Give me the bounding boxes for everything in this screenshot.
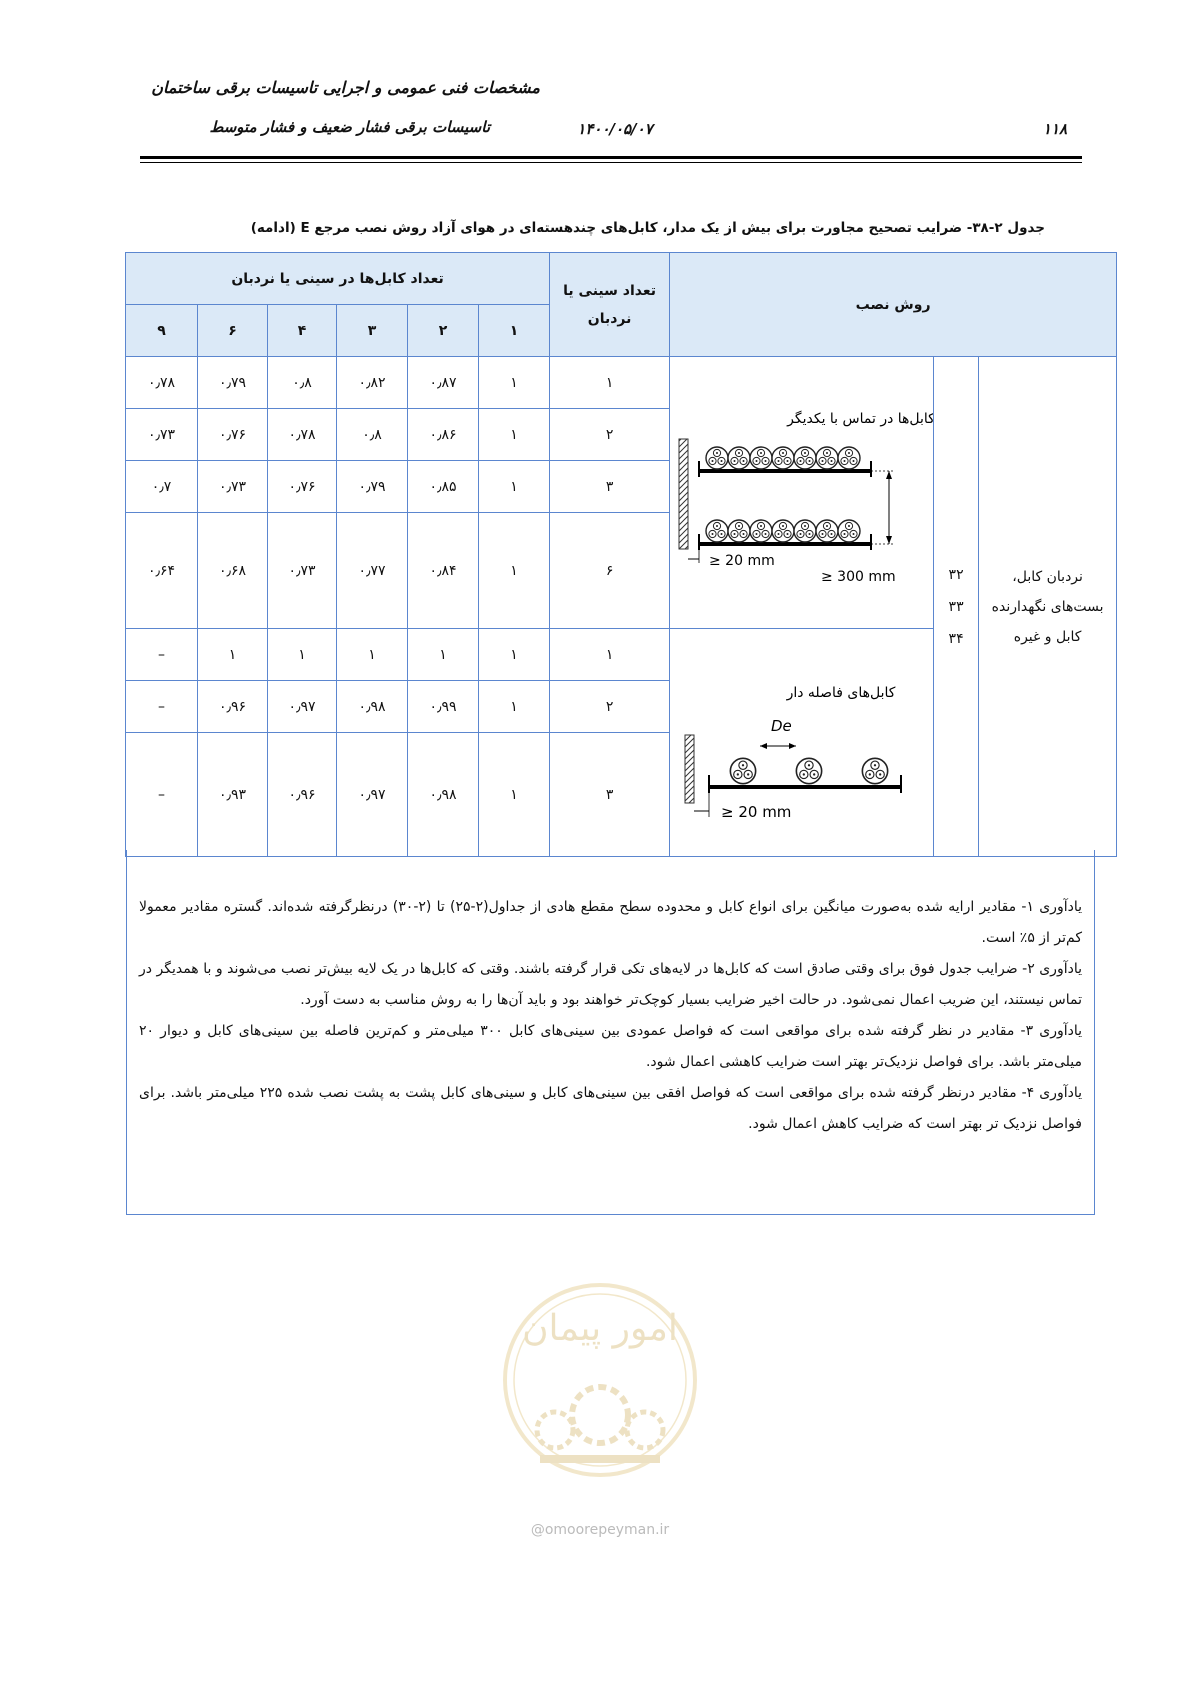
table-cell: ۰٫۷۳ bbox=[126, 409, 198, 461]
wall bbox=[679, 439, 688, 549]
document-subtitle: تاسیسات برقی فشار ضعیف و فشار متوسط bbox=[209, 118, 490, 136]
dimension-label: ≥ 20 mm bbox=[708, 552, 775, 569]
trays-cell: ۲ bbox=[550, 681, 670, 733]
dimension-label: ≥ 300 mm bbox=[820, 568, 896, 585]
table-cell: ۰٫۷۳ bbox=[268, 513, 337, 629]
trays-cell: ۳ bbox=[550, 733, 670, 857]
table-cell: ۱ bbox=[479, 461, 550, 513]
table-cell: ۰٫۷۸ bbox=[126, 357, 198, 409]
trays-cell: ۱ bbox=[550, 357, 670, 409]
table-cell: ۰٫۷۹ bbox=[337, 461, 408, 513]
document-date: ۱۴۰۰/۰۵/۰۷ bbox=[577, 120, 653, 138]
col-header: ۲ bbox=[408, 305, 479, 357]
table-cell: ۰٫۷۸ bbox=[268, 409, 337, 461]
page-number: ۱۱۸ bbox=[1042, 120, 1068, 138]
table-row bbox=[126, 357, 1117, 409]
table-caption: جدول ۲-۳۸- ضرایب تصحیح مجاورت برای بیش از یک مدار، کابل‌های چندهسته‌ای در هوای آزاد روش نصب مرجع E (ادامه) bbox=[250, 220, 1045, 236]
col-header: ۳ bbox=[337, 305, 408, 357]
correction-factors-table bbox=[125, 252, 1117, 857]
table-cell: ۱ bbox=[479, 357, 550, 409]
cables-count-header: تعداد کابل‌ها در سینی یا نردبان bbox=[126, 253, 550, 305]
table-cell: ۱ bbox=[479, 733, 550, 857]
notes-text bbox=[139, 892, 1082, 1140]
table-cell: – bbox=[126, 629, 198, 681]
table-cell: ۱ bbox=[479, 513, 550, 629]
table-cell: ۰٫۷۷ bbox=[337, 513, 408, 629]
table-cell: ۰٫۹۸ bbox=[337, 681, 408, 733]
table-cell: – bbox=[126, 681, 198, 733]
wall bbox=[685, 735, 694, 803]
trays-cell: ۱ bbox=[550, 629, 670, 681]
reference-number: ۳۲ bbox=[948, 566, 964, 583]
header-rule bbox=[140, 156, 1082, 159]
notes-box bbox=[126, 850, 1095, 1215]
touching-cables-diagram bbox=[671, 371, 933, 611]
table-cell: ۱ bbox=[479, 681, 550, 733]
figure-touching-cables bbox=[670, 357, 934, 629]
table-cell: ۱ bbox=[198, 629, 268, 681]
table-cell: ۰٫۶۸ bbox=[198, 513, 268, 629]
table-cell: ۰٫۸۲ bbox=[337, 357, 408, 409]
table-cell: ۱ bbox=[479, 409, 550, 461]
table-cell: ۰٫۷۶ bbox=[268, 461, 337, 513]
table-cell: ۰٫۷۳ bbox=[198, 461, 268, 513]
table-cell: ۰٫۸۶ bbox=[408, 409, 479, 461]
trays-cell: ۳ bbox=[550, 461, 670, 513]
note-paragraph: یادآوری ۲- ضرایب جدول فوق برای وقتی صادق است که کابل‌ها در لایه‌های تکی قرار گرفته باشند. وقتی که کابل‌ها در یک لایه بیش‌تر نصب می‌شوند و با همدیگر در تماس نیستند، این ضریب اعمال نمی‌شود. در حالت اخیر ضرایب بسیار کوچک‌تر خواهند بود و باید آن‌ها را به روش مناسب به دست آورد. bbox=[139, 961, 1082, 1008]
table-cell: ۰٫۸۷ bbox=[408, 357, 479, 409]
table-cell: ۰٫۹۸ bbox=[408, 733, 479, 857]
table-cell: ۰٫۷۶ bbox=[198, 409, 268, 461]
table-cell: ۰٫۹۶ bbox=[268, 733, 337, 857]
note-paragraph: یادآوری ۳- مقادیر در نظر گرفته شده برای مواقعی است که فواصل عمودی بین سینی‌های کابل ۳۰۰ میلی‌متر و کم‌ترین فاصله بین سینی‌های کابل و دیوار ۲۰ میلی‌متر باشد. برای فواصل نزدیک‌تر بهتر است ضرایب کاهشی اعمال شود. bbox=[139, 1023, 1082, 1070]
table-cell: ۱ bbox=[268, 629, 337, 681]
table-cell: ۱ bbox=[337, 629, 408, 681]
col-header: ۶ bbox=[198, 305, 268, 357]
trays-cell: ۶ bbox=[550, 513, 670, 629]
table-cell: – bbox=[126, 733, 198, 857]
table-cell: ۰٫۹۹ bbox=[408, 681, 479, 733]
col-header: ۱ bbox=[479, 305, 550, 357]
watermark-url: @omoorepeyman.ir bbox=[530, 1522, 670, 1538]
watermark-logo bbox=[500, 1255, 700, 1515]
col-header: ۹ bbox=[126, 305, 198, 357]
document-title: مشخصات فنی عمومی و اجرایی تاسیسات برقی ساختمان bbox=[151, 78, 540, 97]
figure-label: کابل‌های فاصله دار bbox=[786, 684, 895, 701]
table-cell: ۰٫۷۹ bbox=[198, 357, 268, 409]
spaced-cables-diagram bbox=[671, 641, 933, 841]
reference-number: ۳۳ bbox=[948, 598, 964, 615]
table-cell: ۰٫۶۴ bbox=[126, 513, 198, 629]
reference-numbers bbox=[934, 357, 979, 857]
note-paragraph: یادآوری ۴- مقادیر درنظر گرفته شده برای مواقعی است که فواصل افقی بین سینی‌های کابل و سینی‌های کابل پشت به پشت نصب شده ۲۲۵ میلی‌متر باشد. برای فواصل نزدیک تر بهتر است که ضرایب کاهش اعمال شود. bbox=[139, 1085, 1082, 1132]
col-header: ۴ bbox=[268, 305, 337, 357]
table-cell: ۱ bbox=[479, 629, 550, 681]
installation-method-header: روش نصب bbox=[670, 253, 1117, 357]
table-cell: ۰٫۹۷ bbox=[268, 681, 337, 733]
figure-label: کابل‌ها در تماس با یکدیگر bbox=[786, 410, 933, 427]
dimension-label: ≥ 20 mm bbox=[720, 802, 791, 821]
trays-cell: ۲ bbox=[550, 409, 670, 461]
table-cell: ۰٫۸۵ bbox=[408, 461, 479, 513]
table-cell: ۱ bbox=[408, 629, 479, 681]
dimension-label: De bbox=[770, 716, 792, 735]
table-cell: ۰٫۹۷ bbox=[337, 733, 408, 857]
reference-number: ۳۴ bbox=[948, 630, 964, 647]
table-cell: ۰٫۹۶ bbox=[198, 681, 268, 733]
table-cell: ۰٫۷ bbox=[126, 461, 198, 513]
trays-count-header: تعداد سینی یا نردبان bbox=[550, 253, 670, 357]
note-paragraph: یادآوری ۱- مقادیر ارایه شده به‌صورت میانگین برای انواع کابل و محدوده سطح مقطع هادی از جداول(۲-۲۵) تا (۲-۳۰) درنظرگرفته شده‌اند. گستره مقادیر معمولا کم‌تر از ۵٪ است. bbox=[139, 899, 1082, 946]
figure-spaced-cables bbox=[670, 629, 934, 857]
header-rule-thin bbox=[140, 162, 1082, 163]
table-cell: ۰٫۸ bbox=[337, 409, 408, 461]
table-cell: ۰٫۸۴ bbox=[408, 513, 479, 629]
table-cell: ۰٫۹۳ bbox=[198, 733, 268, 857]
watermark-text: امور پیمان bbox=[522, 1308, 678, 1349]
installation-method: نردبان کابل، بست‌های نگهدارنده کابل و غیره bbox=[979, 357, 1117, 857]
table-cell: ۰٫۸ bbox=[268, 357, 337, 409]
